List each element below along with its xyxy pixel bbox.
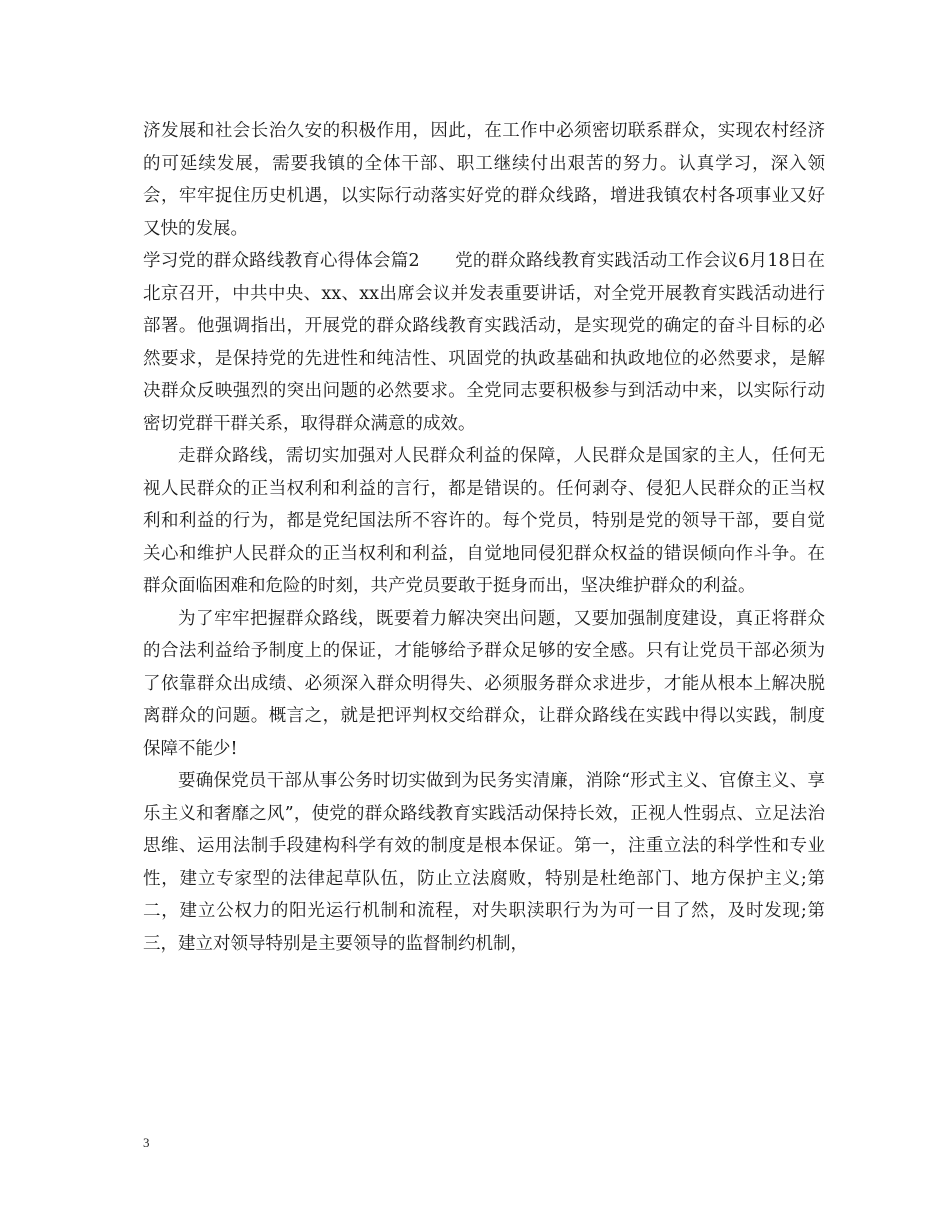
paragraph-5: 要确保党员干部从事公务时切实做到为民务实清廉，消除“形式主义、官僚主义、享乐主义和奢靡之风”，使党的群众路线教育实践活动保持长效，正视人性弱点、立足法治思维、运用法制手段建构科学有效的制度是根本保证。第一，注重立法的科学性和专业性，建立专家型的法律起草队伍，防止立法腐败，特别是杜绝部门、地方保护主义;第二，建立公权力的阳光运行机制和流程，对失职渎职行为为可一目了然，及时发现;第三，建立对领导特别是主要领导的监督制约机制，	[143, 771, 825, 954]
paragraph-3: 走群众路线，需切实加强对人民群众利益的保障，人民群众是国家的主人，任何无视人民群众的正当权利和利益的言行，都是错误的。任何剥夺、侵犯人民群众的正当权利和利益的行为，都是党纪国法所不容许的。每个党员，特别是党的领导干部，要自觉关心和维护人民群众的正当权利和利益，自觉地同侵犯群众权益的错误倾向作斗争。在群众面临困难和危险的时刻，共产党员要敢于挺身而出，坚决维护群众的利益。	[143, 446, 825, 596]
page-number: 3	[143, 1135, 150, 1150]
paragraph-4: 为了牢牢把握群众路线，既要着力解决突出问题，又要加强制度建设，真正将群众的合法利益给予制度上的保证，才能够给予群众足够的安全感。只有让党员干部必须为了依靠群众出成绩、必须深入群众明得失、必须服务群众求进步，才能从根本上解决脱离群众的问题。概言之，就是把评判权交给群众，让群众路线在实践中得以实践，制度保障不能少!	[143, 608, 825, 759]
document-body	[143, 115, 825, 960]
paragraph-2: 学习党的群众路线教育心得体会篇2 党的群众路线教育实践活动工作会议6月18日在北京召开，中共中央、xx、xx出席会议并发表重要讲话，对全党开展教育实践活动进行部署。他强调指出，开展党的群众路线教育实践活动，是实现党的确定的奋斗目标的必然要求，是保持党的先进性和纯洁性、巩固党的执政基础和执政地位的必然要求，是解决群众反映强烈的突出问题的必然要求。全党同志要积极参与到活动中来，以实际行动密切党群干群关系，取得群众满意的成效。	[143, 251, 825, 434]
paragraph-1: 济发展和社会长治久安的积极作用，因此，在工作中必须密切联系群众，实现农村经济的可延续发展，需要我镇的全体干部、职工继续付出艰苦的努力。认真学习，深入领会，牢牢捉住历史机遇，以实际行动落实好党的群众线路，增进我镇农村各项事业又好又快的发展。	[143, 121, 825, 239]
